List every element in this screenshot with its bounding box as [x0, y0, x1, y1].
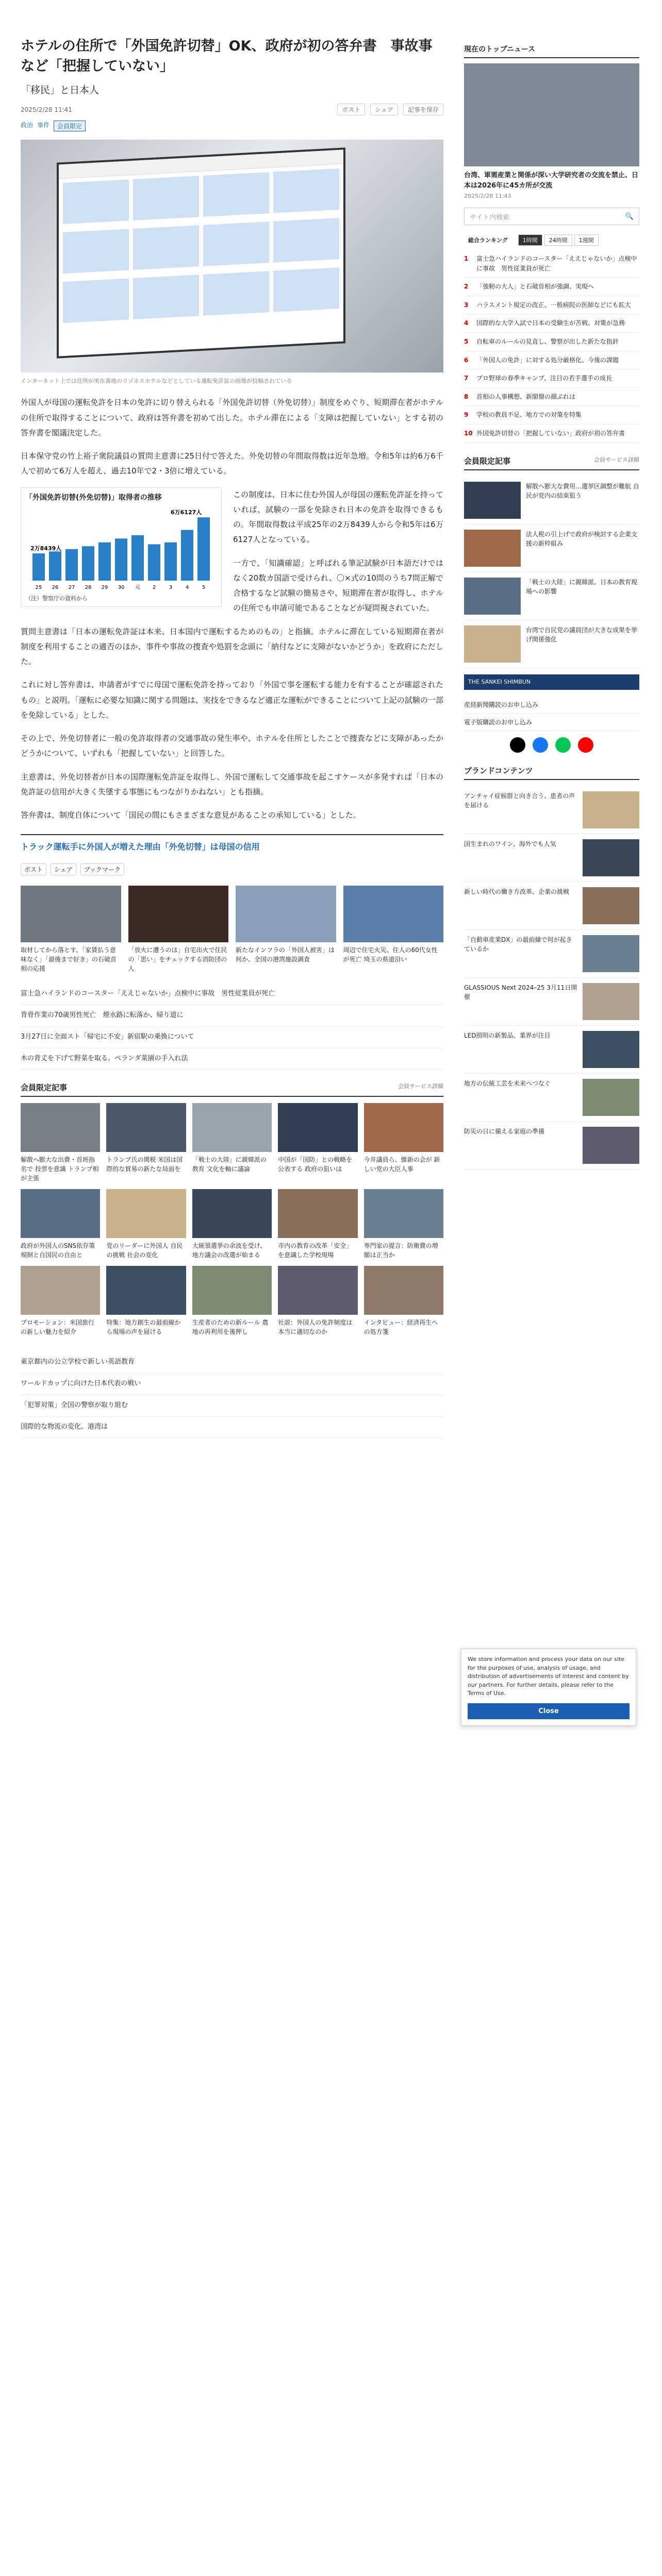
ranking-item[interactable]: 5 自転車のルールの見直し、警察が出した新たな指針	[464, 333, 639, 351]
subscribe-link[interactable]: 産経新聞購読のお申し込み	[464, 696, 639, 714]
chart-bar	[65, 549, 78, 580]
brand-item[interactable]: GLASSIOUS Next 2024–25 3月11日開催	[464, 978, 639, 1026]
side-member-item[interactable]: 法人税の引上げで政府が検討する企業支援の新枠組み	[464, 524, 639, 572]
member-link[interactable]: 会員サービス詳細	[398, 1083, 443, 1090]
side-member-item[interactable]: 解散へ膨大な費用…選挙区調整が難航 自民が党内の結束狙う	[464, 477, 639, 524]
image-caption: インターネット上では住所が実在番地のリゾネスホテルなどとしている運転免許証の画像が投稿されている	[21, 378, 292, 385]
paragraph: 答弁書は、制度自体について「国民の間にもさまざまな意見があることの承知している」とした。	[21, 810, 361, 820]
paragraph: その上で、外免切替者に一般の免許取得者の交通事故の発生率や、ホテルを住所としたことで捜査などに支障があったかどうかについて、いずれも「把握していない」と回答した。	[21, 734, 443, 758]
digital-subscribe-link[interactable]: 電子版購読のお申し込み	[464, 714, 639, 731]
member-card[interactable]: 社説：外国人の免許制度は本当に適切なのか	[278, 1266, 357, 1336]
member-link[interactable]: 会員サービス詳細	[594, 456, 639, 463]
top-news-card[interactable]: 台湾、軍需産業と関係が深い大学研究者の交流を禁止、日本は2026年に45カ所が交流 2025/2/28 11:43	[464, 63, 639, 199]
brand-item[interactable]: アンチャイ症候群と向き合う、患者の声を届ける	[464, 786, 639, 834]
thumb-card[interactable]: 取材してから落とす、「家賃払う意味なく」「最後まで好き」の石破首相の応援	[21, 886, 121, 973]
cookie-text: We store information and process your data on our site for the purposes of use, analysis of usage, and distribution of advertisements of interest and content by our partners. For further details, please refer to the Terms of Use.	[468, 1656, 629, 1697]
chart-bar	[148, 544, 160, 581]
chart-title: 「外国免許切替(外免切替)」取得者の推移	[25, 493, 162, 502]
chart-tick: 5	[202, 584, 206, 590]
text-link[interactable]: 東京都内の公立学校で新しい英語教育	[21, 1352, 443, 1374]
search-icon[interactable]: 🔍	[625, 212, 634, 221]
ranking-item[interactable]: 8 首相の人事構想、新閣僚の顔ぶれは	[464, 388, 639, 406]
facebook-icon[interactable]	[533, 737, 548, 753]
text-link[interactable]: ワールドカップに向けた日本代表の戦い	[21, 1374, 443, 1395]
text-link[interactable]: 国際的な物流の変化、港湾は	[21, 1417, 443, 1438]
chart-bar	[82, 546, 94, 581]
section-title: 会員限定記事	[21, 1083, 68, 1093]
lower-links	[21, 1352, 443, 1438]
brand-item[interactable]: 国生まれのワイン、海外でも人気	[464, 834, 639, 882]
bookmark-button[interactable]: 記事を保存	[403, 104, 443, 115]
paragraph: この制度は、日本に住む外国人が母国の運転免許証を持っていれば、試験の一部を免除され日本の免許を取得できるもの。年間取得数は平成25年の2万8439人から令和5年は6万6127人となっている。	[233, 489, 443, 545]
chart-tick: 29	[101, 584, 108, 590]
chart-data-label: 6万6127人	[171, 509, 202, 516]
chart-bar	[197, 517, 210, 581]
member-card[interactable]: 政府が外国人のSNS依存策 規制と自国民の自由と	[21, 1189, 100, 1260]
share-button[interactable]: シェア	[370, 104, 398, 115]
bar-chart	[21, 487, 222, 607]
brand-item[interactable]: 地方の伝統工芸を未来へつなぐ	[464, 1074, 639, 1122]
brand-item[interactable]: 「自動車産業DX」の最前線で何が起きているか	[464, 930, 639, 978]
chart-tick: 26	[52, 584, 59, 590]
member-card[interactable]: 今井議員ら、維新の会が 新しい党の大臣人事	[364, 1103, 443, 1183]
chart-bar	[32, 553, 45, 581]
text-link[interactable]: 富士急ハイランドのコースター「ええじゃないか」点検中に事故 男性従業員が死亡	[21, 984, 443, 1005]
brand-item[interactable]: 新しい時代の働き方改革、企業の挑戦	[464, 882, 639, 930]
ranking-title: 総合ランキング	[468, 237, 508, 244]
thumb-card[interactable]: 周辺で住宅火災、住人の60代女性が死亡 埼玉の県道沿い	[343, 886, 444, 973]
article-title: ホテルの住所で「外国免許切替」OK、政府が初の答弁書 事故事など「把握していない」	[21, 38, 433, 75]
text-links	[21, 984, 443, 1070]
related-link[interactable]: トラック運転手に外国人が増えた理由「外免切替」は母国の信用	[21, 834, 443, 852]
ranking-item[interactable]: 3 ハラスメント規定の改正、一般病院の医師などにも拡大	[464, 296, 639, 315]
ranking-item[interactable]: 6 「外国人の免許」に対する処分厳格化、今後の課題	[464, 351, 639, 370]
text-link[interactable]: 背骨作業の70歳男性死亡 煙水路に転落か、帰り道に	[21, 1005, 443, 1027]
x-icon[interactable]	[510, 737, 525, 753]
tab-1w[interactable]: 1週間	[574, 234, 599, 246]
top-news-title: 現在のトップニュース	[464, 44, 639, 58]
text-link[interactable]: 3月27日に全面スト「帰宅に不安」新宿駅の乗換について	[21, 1027, 443, 1048]
member-card[interactable]: 専門家の提言：防衛費の増額は正当か	[364, 1189, 443, 1260]
thumb-grid	[21, 886, 443, 973]
chart-tick: 27	[68, 584, 75, 590]
member-card[interactable]: 生産者のための新ルール 農地の再利用を後押し	[192, 1266, 272, 1336]
close-button[interactable]: Close	[468, 1703, 630, 1719]
chart-tick: 3	[169, 584, 173, 590]
article-subtitle: 「移民」と日本人	[21, 84, 100, 96]
post-button[interactable]: ポスト	[337, 104, 365, 115]
thumb-card[interactable]: 「放火に遭うのは」自宅出火で住民の「思い」をチェックする消防団の人	[128, 886, 229, 973]
sidebar	[464, 44, 639, 1170]
member-card[interactable]: 党のリーダーに外国人 自民の挑戦 社会の変化	[106, 1189, 186, 1260]
ranking-list	[464, 250, 639, 443]
member-card[interactable]: 大統領選挙の余波を受け、地方議会の改選が始まる	[192, 1189, 272, 1260]
laptop-screen	[57, 148, 345, 359]
paragraph: これに対し答弁書は、申請者がすでに母国で運転免許を持っており「外国で事を運転する能力を有することが確認されたもの」と説明。「運転に必要な知識に関する問題は、実技をできるなど適正な運転ができることについて上記の試験の一部を免除している」とした。	[21, 680, 443, 720]
brand-list	[464, 786, 639, 1170]
chart-bar	[115, 538, 127, 581]
main-column	[21, 36, 443, 1438]
chart-svg	[25, 504, 217, 592]
search-input[interactable]: サイト内検索 🔍	[464, 208, 639, 225]
hero-image	[21, 140, 443, 372]
bookmark-list-button[interactable]: ブックマーク	[80, 863, 124, 875]
share-button[interactable]: シェア	[51, 863, 76, 875]
article-date: 2025/2/28 11:41	[21, 106, 72, 113]
brand-item[interactable]: 防災の日に備える家庭の準備	[464, 1122, 639, 1170]
member-badge: 会員限定	[54, 121, 86, 131]
member-grid	[21, 1103, 443, 1336]
chart-tick: 2	[152, 584, 156, 590]
paragraph: 主意書は、外免切替者が日本の国際運転免許証を取得し、外国で運転して交通事故を起こすケースが多発すれば「日本の免許証の信用が大きく失墜する事態にもつながりかねない」とも指摘。	[21, 772, 443, 796]
chart-bar	[181, 530, 193, 580]
text-link[interactable]: 「犯罪対策」全国の警察が取り組む	[21, 1395, 443, 1417]
ranking-item[interactable]: 2 「強靭の大人」と石破首相が強調、実現へ	[464, 278, 639, 296]
member-card[interactable]: トランプ氏の関税 米国は国際的な貿易の新たな局面を	[106, 1103, 186, 1183]
ranking-item[interactable]: 10 外国免許切替の「把握していない」政府が初の答弁書	[464, 425, 639, 443]
sankei-banner[interactable]: THE SANKEI SHIMBUN	[464, 674, 639, 690]
side-member-list	[464, 477, 639, 668]
member-card[interactable]: 特集：地方創生の最前線から現場の声を届ける	[106, 1266, 186, 1336]
side-member-item[interactable]: 「戦士の大陸」に親韓派、日本の教育現場への影響	[464, 572, 639, 620]
tag-incident[interactable]: 事件	[37, 122, 50, 129]
member-card[interactable]: インタビュー：経済再生への処方箋	[364, 1266, 443, 1336]
chart-tick: 25	[35, 584, 42, 590]
text-link[interactable]: 木の背丈を下げて野菜を取る。ベランダ菜園の手入れ法	[21, 1048, 443, 1070]
tab-24h[interactable]: 24時間	[544, 234, 572, 246]
member-card[interactable]: 「戦士の大陸」に親韓派の教育 文化を軸に議論	[192, 1103, 272, 1183]
ranking-item[interactable]: 1 富士急ハイランドのコースター「ええじゃないか」点検中に事故 男性従業員が死亡	[464, 250, 639, 278]
chart-tick: 元	[135, 584, 140, 590]
chart-tick: 4	[185, 584, 189, 590]
chart-note: （注）警察庁の資料から	[25, 595, 88, 602]
member-card[interactable]: 中国が「国防」との戦略を公表する 政府の狙いは	[278, 1103, 357, 1183]
chart-tick: 30	[118, 584, 125, 590]
ranking-item[interactable]: 4 国際的な大学入試で日本の受験生が苦戦、対策が急務	[464, 314, 639, 333]
ranking-item[interactable]: 9 学校の教員不足、地方での対策を特集	[464, 406, 639, 425]
tab-1h[interactable]: 1時間	[518, 234, 542, 246]
cookie-dialog	[461, 1649, 636, 1726]
member-card[interactable]: 市内の教育の改革「安全」を意識した学校現場	[278, 1189, 357, 1260]
section-title: ブランドコンテンツ	[464, 766, 533, 775]
chart-bar	[98, 542, 111, 580]
paragraph: 外国人が母国の運転免許を日本の免許に切り替えられる「外国免許切替（外免切替）」制度をめぐり、短期滞在者がホテルの住所で取得することについて、政府は答弁書を初めて出した。ホテル滞在による「支障は把握していない」とする初の答弁書を閣議決定した。	[21, 398, 443, 437]
tag-politics[interactable]: 政治	[21, 122, 34, 129]
post-button[interactable]: ポスト	[21, 863, 46, 875]
line-icon[interactable]	[555, 737, 571, 753]
paragraph: 一方で、「知識確認」と呼ばれる筆記試験が日本語だけではなく20数カ国語で受けられ、〇×式の10問のうち7問正解で合格するなど試験の簡易さや、短期滞在者が取得し、ホテルの住所でも申請可能であることなどが疑問視されていた。	[233, 558, 443, 613]
youtube-icon[interactable]	[578, 737, 593, 753]
section-title: 会員限定記事	[464, 456, 511, 466]
member-card[interactable]: 解散へ膨大な出費・首班指名で 投票を意識 トランプ相が主張	[21, 1103, 100, 1183]
chart-bar	[164, 542, 177, 580]
side-member-item[interactable]: 台湾で自民党の議員団が大きな成果を挙げ関係強化	[464, 620, 639, 668]
paragraph: 質問主意書は「日本の運転免許証は本来、日本国内で運転するためのもの」と指摘。ホテルに滞在している短期滞在者が制度を利用することの適否のほか、事件や事故の捜査や処罰を念頭に「納付などに支障がないかどうか」を政府にただした。	[21, 626, 443, 667]
paragraph: 日本保守党の竹上裕子衆院議員の質問主意書に25日付で答えた。外免切替の年間取得数は近年急増。令和5年は約6万6千人で初めて6万人を超え、過去10年で2・3倍に増えている。	[21, 451, 443, 476]
thumb-card[interactable]: 新たなインフラの「外国人被害」は何か、全国の港湾施設調査	[236, 886, 336, 973]
brand-item[interactable]: LED照明の新製品、業界が注目	[464, 1026, 639, 1074]
chart-bar	[49, 551, 61, 581]
member-card[interactable]: プロモーション：米国旅行の新しい魅力を紹介	[21, 1266, 100, 1336]
ranking-item[interactable]: 7 プロ野球の春季キャンプ、注目の若手選手の成長	[464, 369, 639, 388]
chart-bar	[131, 535, 144, 580]
chart-tick: 28	[85, 584, 92, 590]
chart-data-label: 2万8439人	[30, 545, 62, 552]
